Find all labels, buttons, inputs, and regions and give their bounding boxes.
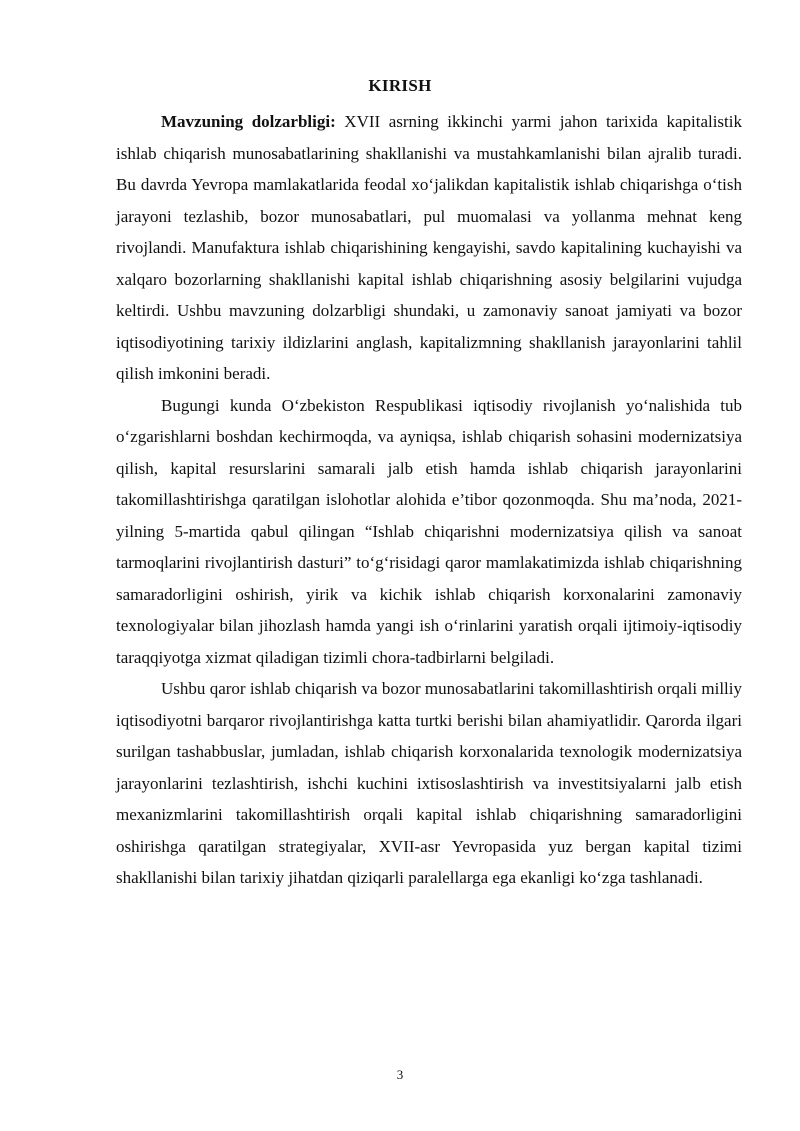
paragraph-text: Ushbu qaror ishlab chiqarish va bozor munosabatlarini takomillashtirish orqali milliy iqtisodiyotni barqaror rivojlantirishga katta turtki berishi bilan ahamiyatlidir. Qarorda ilgari surilgan tashabbuslar, jumladan, ishlab chiqarish korxonalarida texnologik modernizatsiya jarayonlarini tezlashtirish, ishchi kuchini ixtisoslashtirish va investitsiyalarni jalb etish mexanizmlarini takomillashtirish orqali kapital ishlab chiqarishning samaradorligini oshirishga qaratilgan strategiyalar, XVII-asr Yevropasida yuz bergan kapital tizimi shakllanishi bilan tarixiy jihatdan qiziqarli paralellarga ega ekanligi koʻzga tashlanadi. — [116, 679, 742, 887]
section-title: KIRISH — [368, 76, 432, 95]
document-body — [116, 106, 742, 894]
paragraph-relevance — [116, 106, 742, 390]
page-number: 3 — [396, 1067, 404, 1082]
paragraph-uzbekistan — [116, 390, 742, 674]
paragraph-lead: Mavzuning dolzarbligi: — [161, 112, 336, 131]
paragraph-text: XVII asrning ikkinchi yarmi jahon tarixida kapitalistik ishlab chiqarish munosabatlarining shakllanishi va mustahkamlanishi bilan ajralib turadi. Bu davrda Yevropa mamlakatlarida feodal xoʻjalikdan kapitalistik ishlab chiqarishga oʻtish jarayoni tezlashib, bozor munosabatlari, pul muomalasi va yollanma mehnat keng rivojlandi. Manufaktura ishlab chiqarishining kengayishi, savdo kapitalining kuchayishi va xalqaro bozorlarning shakllanishi kapital ishlab chiqarishning asosiy belgilarini vujudga keltirdi. Ushbu mavzuning dolzarbligi shundaki, u zamonaviy sanoat jamiyati va bozor iqtisodiyotining tarixiy ildizlarini anglash, kapitalizmning shakllanish jarayonlarini tahlil qilish imkonini beradi. — [116, 112, 742, 383]
paragraph-decree — [116, 673, 742, 894]
paragraph-text: Bugungi kunda Oʻzbekiston Respublikasi iqtisodiy rivojlanish yoʻnalishida tub oʻzgarishlarni boshdan kechirmoqda, va ayniqsa, ishlab chiqarish sohasini modernizatsiya qilish, kapital resurslarini samarali jalb etish hamda ishlab chiqarish jarayonlarini takomillashtirishga qaratilgan islohotlar alohida e’tibor qozonmoqda. Shu ma’noda, 2021-yilning 5-martida qabul qilingan “Ishlab chiqarishni modernizatsiya qilish va sanoat tarmoqlarini rivojlantirish dasturi” toʻgʻrisidagi qaror mamlakatimizda ishlab chiqarishning samaradorligini oshirish, yirik va kichik ishlab chiqarish korxonalarini zamonaviy texnologiyalar bilan jihozlash hamda yangi ish oʻrinlarini yaratish orqali ijtimoiy-iqtisodiy taraqqiyotga xizmat qiladigan tizimli chora-tadbirlarni belgiladi. — [116, 395, 742, 667]
